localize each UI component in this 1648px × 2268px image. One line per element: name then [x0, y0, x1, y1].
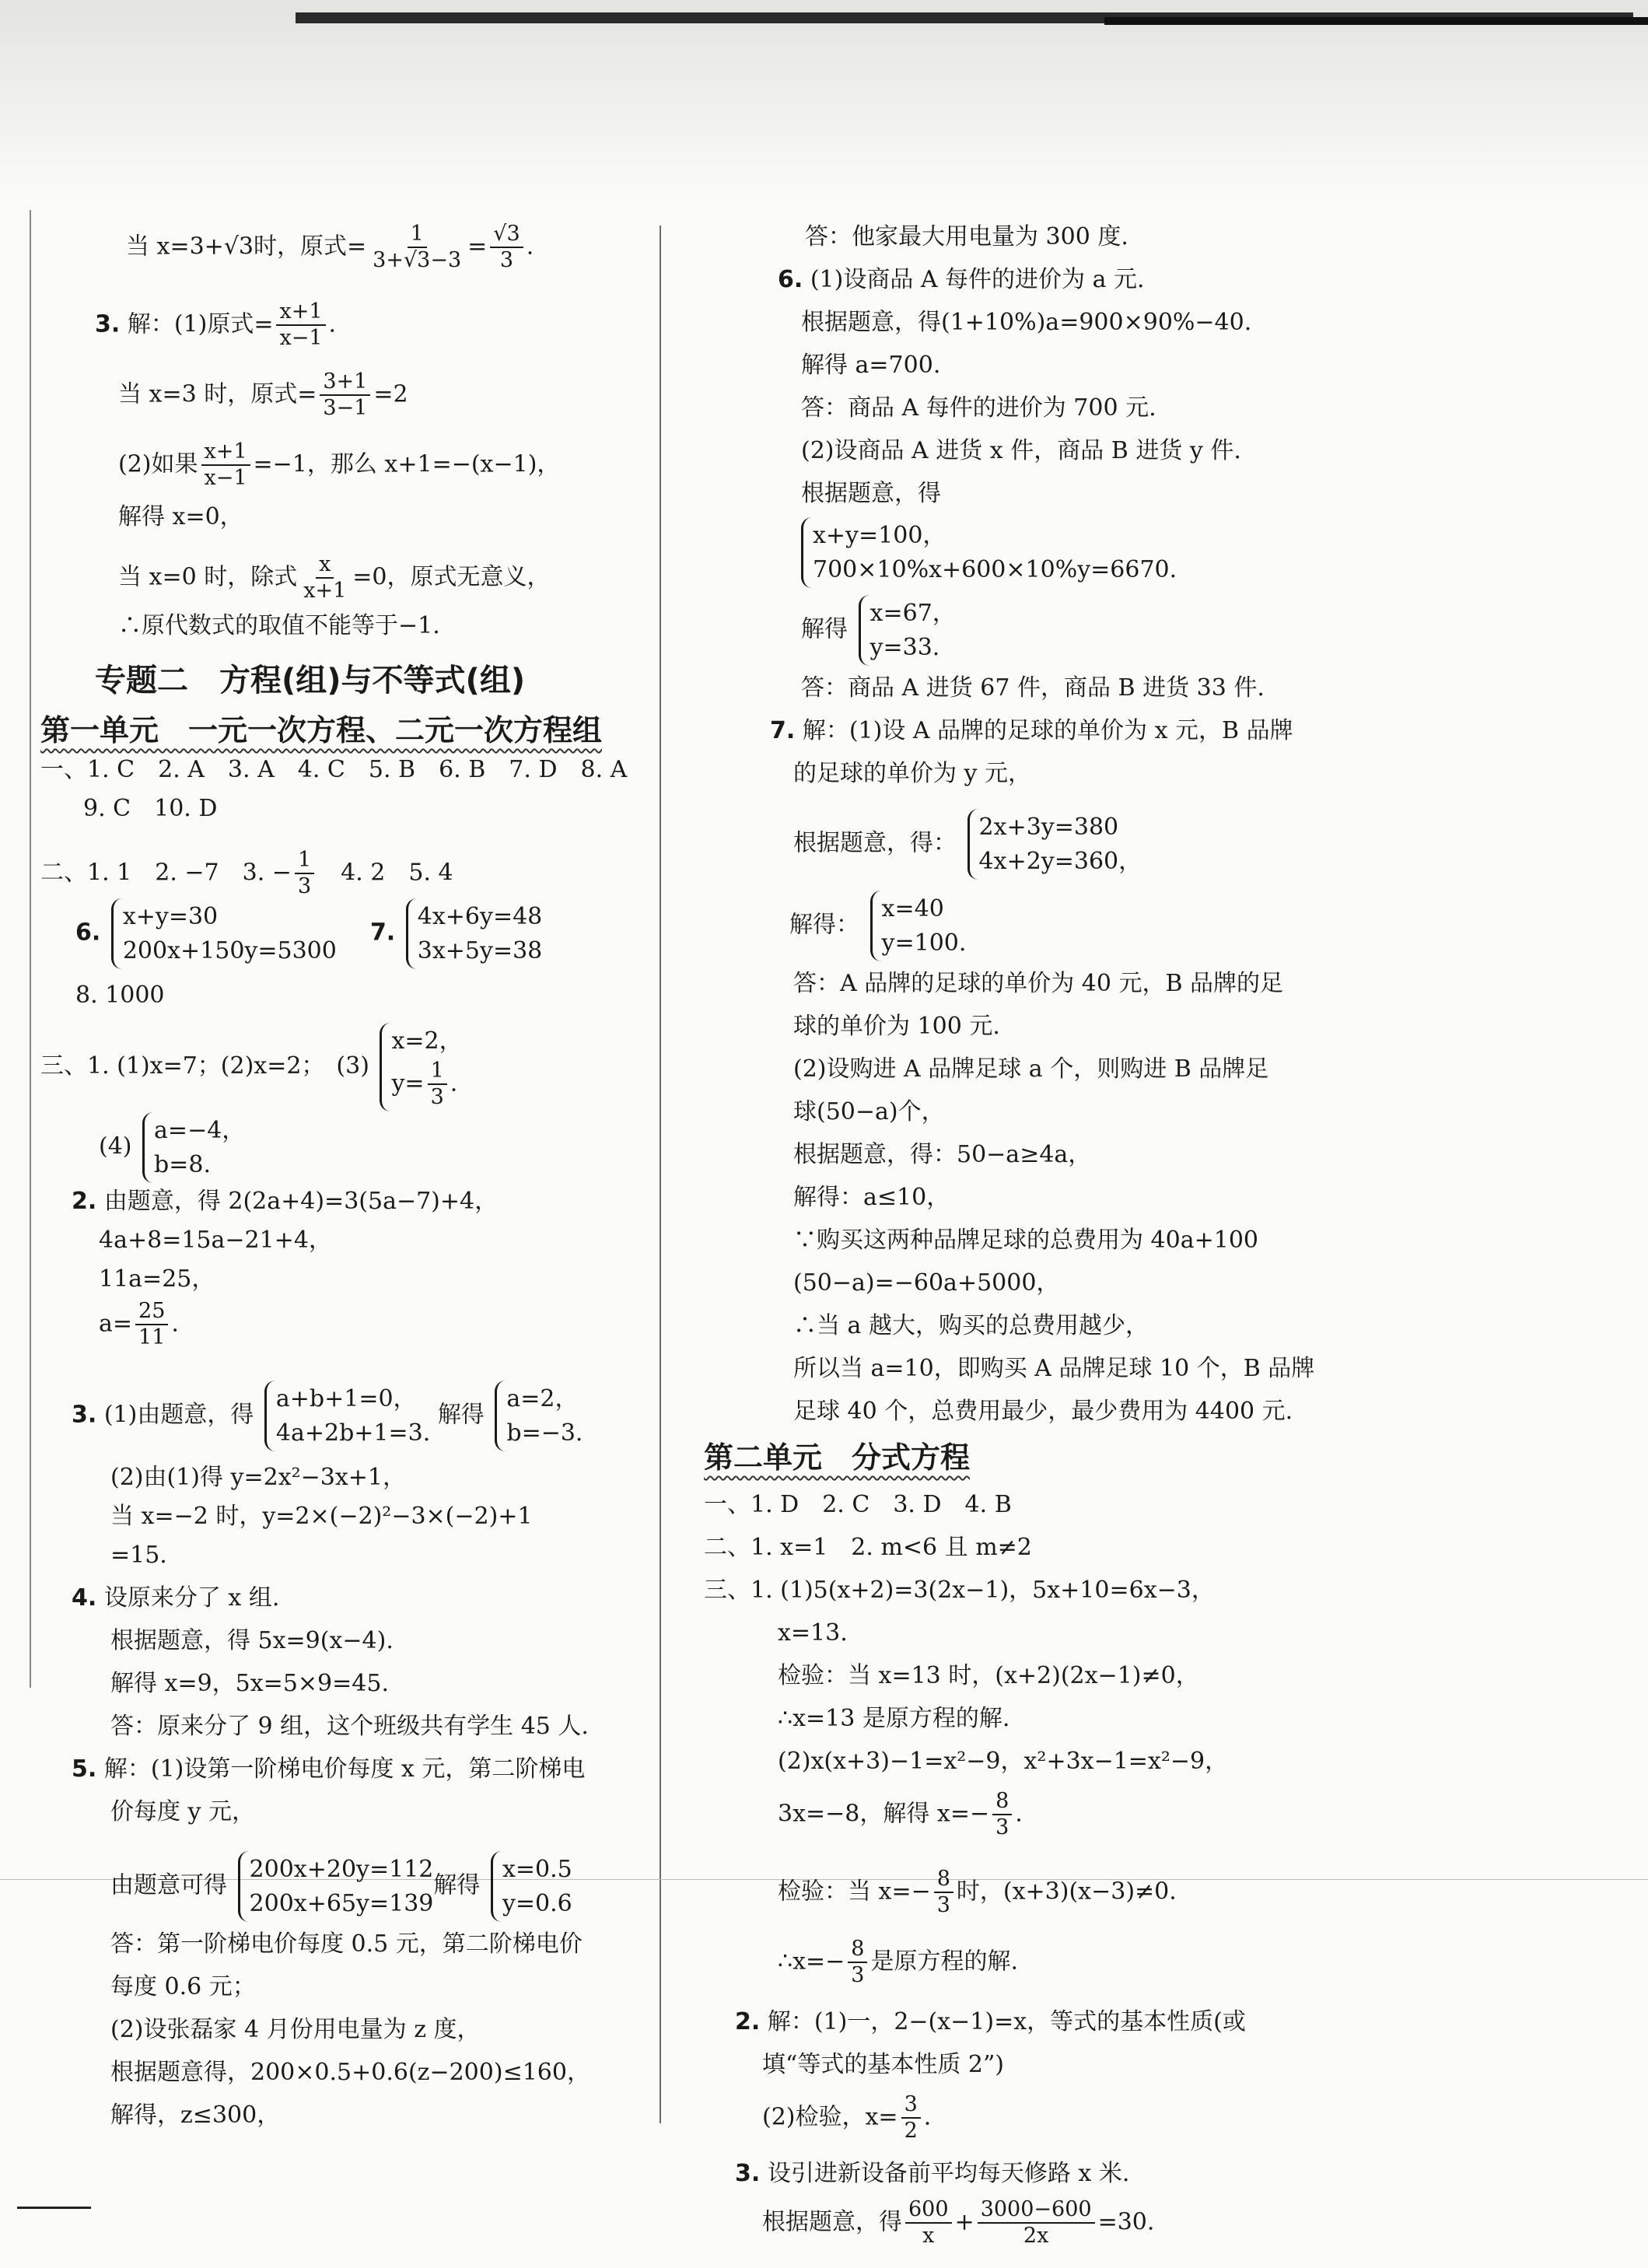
equation: x+y=30	[122, 903, 219, 930]
solution-line: (50−a)=−60a+5000，	[793, 1269, 1060, 1297]
denominator: 3	[499, 248, 514, 273]
equation: 200x+65y=139	[249, 1889, 434, 1917]
equation: x=40	[881, 895, 944, 922]
text: 是原方程的解.	[870, 1948, 1019, 1976]
equation: 2x+3y=380	[978, 814, 1119, 841]
equation: x=0.5	[502, 1856, 572, 1883]
solution-line: x=13.	[778, 1619, 848, 1647]
text: =	[467, 233, 488, 261]
denominator: 11	[138, 1325, 166, 1350]
fraction	[295, 848, 314, 900]
denominator: x−1	[204, 466, 247, 491]
equation-system	[142, 1112, 245, 1183]
numerator: 1	[408, 222, 427, 248]
text: y=	[391, 1069, 425, 1097]
question-number: 6.	[778, 266, 803, 293]
solution-line: 根据题意，得(1+10%)a=900×90%−40.	[801, 309, 1252, 336]
equation: y=100.	[881, 929, 967, 957]
scan-shadow	[0, 0, 1648, 202]
text: .	[450, 1069, 458, 1097]
equation: a+b+1=0，	[275, 1385, 417, 1412]
text: 二、1. 1 2. −7 3. −	[40, 859, 292, 887]
text: 解：(1)设 A 品牌的足球的单价为 x 元，B 品牌	[802, 717, 1293, 744]
fraction	[135, 1299, 168, 1351]
text: (2)检验，x=	[762, 2103, 898, 2131]
denominator: 3	[851, 1963, 865, 1988]
solution-line: (2)x(x+3)−1=x²−9，x²+3x−1=x²−9，	[778, 1748, 1229, 1775]
text: 根据题意，得	[762, 2208, 902, 2236]
solution-line: 根据题意，得 5x=9(x−4).	[110, 1627, 394, 1654]
solution-line	[762, 2092, 931, 2144]
text: (1)设商品 A 每件的进价为 a 元.	[810, 266, 1145, 293]
text: 4. 2 5. 4	[317, 859, 453, 887]
solution-line: 所以当 a=10，即购买 A 品牌足球 10 个，B 品牌	[793, 1355, 1315, 1382]
unit-title: 第二单元 分式方程	[704, 1440, 971, 1475]
solution-line: (2)设张磊家 4 月份用电量为 z 度，	[110, 2016, 481, 2043]
solution-line: 11a=25，	[99, 1265, 215, 1293]
numerator: 3	[901, 2092, 921, 2119]
solution-line	[789, 891, 966, 961]
text: 根据题意，得：	[793, 829, 957, 857]
solution-line: 4a+8=15a−21+4，	[99, 1227, 332, 1254]
solution-line: 答：第一阶梯电价每度 0.5 元，第二阶梯电价	[110, 1930, 583, 1958]
text: 解得	[437, 1401, 485, 1429]
text: 时，(x+3)(x−3)≠0.	[956, 1878, 1177, 1906]
numerator: 8	[848, 1937, 867, 1963]
equation: a=2，	[506, 1385, 579, 1412]
solution-line: 解得：a≤10，	[793, 1184, 950, 1211]
text: 解得	[801, 615, 848, 643]
solution-line: (2)设商品 A 进货 x 件，商品 B 进货 y 件.	[801, 437, 1241, 464]
equation: 4x+2y=360，	[978, 847, 1142, 875]
text: 解：(1)一，2−(x−1)=x，等式的基本性质(或	[767, 2008, 1246, 2035]
fill-answers: 二、1. x=1 2. m<6 且 m≠2	[704, 1534, 1032, 1561]
text: 检验：当 x=−	[778, 1878, 931, 1906]
solution-line: 解得 x=9，5x=5×9=45.	[110, 1670, 389, 1697]
denominator: 3	[995, 1815, 1009, 1840]
equation-system	[801, 517, 1177, 588]
solution-line	[801, 595, 956, 666]
text: 由题意可得	[110, 1871, 227, 1899]
equation-system	[870, 891, 967, 961]
equation-system	[111, 898, 337, 969]
equation: y=33.	[869, 633, 940, 661]
solution-line: 答：原来分了 9 组，这个班级共有学生 45 人.	[110, 1713, 589, 1740]
solution-line: 解得 a=700.	[801, 352, 941, 379]
solution-line: 根据题意得，200×0.5+0.6(z−200)≤160，	[110, 2059, 590, 2086]
question-number: 6.	[75, 919, 101, 947]
text: 解得	[433, 1871, 481, 1899]
fraction	[369, 222, 464, 274]
numerator: 1	[295, 848, 314, 874]
unit-title: 第一单元 一元一次方程、二元一次方程组	[40, 713, 603, 747]
solution-line	[72, 1190, 498, 1213]
denominator: x	[922, 2224, 935, 2249]
numerator: 3000−600	[978, 2197, 1095, 2224]
question-number: 4.	[72, 1584, 97, 1612]
solution-line: 当 x=−2 时，y=2×(−2)²−3×(−2)+1	[110, 1503, 533, 1530]
fraction	[300, 552, 349, 604]
equation: x=2，	[391, 1027, 463, 1055]
equation: 4a+2b+1=3.	[275, 1419, 431, 1447]
text: =0，原式无意义，	[352, 563, 551, 591]
fraction	[992, 1789, 1012, 1841]
fraction	[901, 2092, 921, 2144]
fraction	[978, 2197, 1095, 2249]
equation-system	[859, 595, 956, 666]
solution-line	[801, 517, 1177, 588]
q3-line: ∴原代数式的取值不能等于−1.	[118, 612, 440, 639]
solution-line	[778, 1867, 1177, 1919]
solution-line	[793, 809, 1142, 880]
text: 设引进新设备前平均每天修路 x 米.	[767, 2160, 1130, 2187]
right-column	[704, 223, 1637, 2249]
solution-line: 答：他家最大用电量为 300 度.	[805, 223, 1128, 250]
numerator: 8	[934, 1867, 953, 1893]
solution-line: 答：A 品牌的足球的单价为 40 元，B 品牌的足	[793, 970, 1284, 997]
solution-line: (2)设购进 A 品牌足球 a 个，则购进 B 品牌足	[793, 1055, 1269, 1083]
solution-line	[735, 2008, 1246, 2035]
fraction	[934, 1867, 953, 1919]
solution-line: 根据题意，得	[801, 480, 941, 507]
answer-line	[126, 222, 534, 274]
q3-line	[118, 552, 550, 604]
solution-line	[110, 1851, 572, 1922]
text: 当 x=0 时，除式	[118, 563, 298, 591]
question-number: 7.	[770, 717, 796, 744]
text: 解：(1)设第一阶梯电价每度 x 元，第二阶梯电	[103, 1755, 586, 1783]
topic-title: 专题二 方程(组)与不等式(组)	[95, 663, 526, 698]
solution-line	[72, 1755, 586, 1783]
solution-line	[735, 2162, 1129, 2186]
solution-line: 答：商品 A 每件的进价为 700 元.	[801, 394, 1156, 422]
fraction	[848, 1937, 867, 1989]
text: .	[526, 233, 534, 261]
denominator: 3	[297, 874, 312, 899]
choice-answers: 一、1. D 2. C 3. D 4. B	[704, 1491, 1012, 1518]
text: (1)由题意，得	[103, 1401, 254, 1429]
fraction	[428, 1059, 447, 1111]
q3-line: 解得 x=0，	[118, 503, 243, 530]
equation-system	[491, 1851, 572, 1922]
question-number: 2.	[735, 2008, 761, 2035]
text: .	[171, 1310, 179, 1338]
equation: x=67，	[869, 600, 956, 627]
solution-line	[778, 1789, 1023, 1841]
solution-line	[72, 1381, 583, 1451]
solution-line: 足球 40 个，总费用最少，最少费用为 4400 元.	[793, 1398, 1293, 1425]
fill-answers	[40, 848, 453, 900]
equation: 700×10%x+600×10%y=6670.	[813, 555, 1177, 583]
solution-line: 解得，z≤300，	[110, 2102, 281, 2129]
text: 当 x=3+√3时，原式=	[126, 233, 367, 261]
solution-line: 的足球的单价为 y 元，	[793, 760, 1032, 787]
solution-line: ∵购买这两种品牌足球的总费用为 40a+100	[793, 1227, 1258, 1254]
text: 解得：	[789, 911, 859, 939]
fill-answers: 8. 1000	[75, 982, 165, 1009]
q3-line	[95, 299, 336, 352]
solution-line: ∴当 a 越大，购买的总费用越少，	[793, 1312, 1149, 1339]
text: 解：(1)原式=	[127, 310, 274, 338]
system-answer	[75, 898, 542, 969]
equation: b=−3.	[506, 1419, 583, 1447]
solution-line: (2)由(1)得 y=2x²−3x+1，	[110, 1464, 407, 1491]
q3-line	[118, 439, 560, 492]
equation-system	[238, 1851, 434, 1922]
choice-answers: 9. C 10. D	[83, 795, 218, 822]
numerator: x	[316, 552, 334, 579]
fraction	[201, 439, 250, 492]
fraction	[490, 222, 523, 274]
q3-line	[118, 369, 408, 422]
question-number: 3.	[95, 310, 121, 338]
numerator: x+1	[276, 299, 325, 326]
text: .	[1015, 1800, 1023, 1828]
equation-system	[380, 1023, 462, 1111]
equation	[391, 1059, 462, 1111]
denominator: 2x	[1023, 2224, 1049, 2249]
solution-line: 球(50−a)个，	[793, 1098, 945, 1125]
equation: b=8.	[154, 1150, 212, 1178]
numerator: 1	[428, 1059, 447, 1085]
equation: 200x+150y=5300	[122, 936, 337, 964]
column-divider	[660, 226, 661, 2123]
text: a=	[99, 1310, 133, 1338]
solution-line	[99, 1299, 179, 1351]
text: 由题意，得 2(2a+4)=3(5a−7)+4，	[103, 1188, 499, 1215]
question-number: 3.	[72, 1401, 97, 1429]
text: 当 x=3 时，原式=	[118, 380, 317, 408]
text: +	[954, 2208, 974, 2236]
solution-line: ∴x=13 是原方程的解.	[778, 1705, 1010, 1732]
denominator: 2	[904, 2119, 918, 2144]
numerator: 3+1	[320, 369, 370, 396]
solution-line: 每度 0.6 元；	[110, 1973, 256, 2000]
equation: 200x+20y=112	[249, 1856, 434, 1883]
text: =−1，那么 x+1=−(x−1)，	[253, 450, 561, 478]
question-number: 5.	[72, 1755, 97, 1783]
denominator: 3+√3−3	[373, 248, 462, 273]
solution-line	[762, 2197, 1154, 2249]
denominator: x+1	[303, 579, 347, 604]
footer-line	[17, 2207, 91, 2209]
top-border-bar-dark	[1104, 17, 1648, 25]
text: (2)如果	[118, 450, 198, 478]
solution-line: 检验：当 x=13 时，(x+2)(2x−1)≠0，	[778, 1662, 1199, 1689]
equation: a=−4，	[154, 1117, 246, 1144]
solution-line	[72, 1584, 280, 1612]
left-margin-rule	[30, 210, 31, 1688]
question-number: 7.	[369, 919, 396, 947]
text: (4)	[99, 1132, 132, 1160]
question-number: 2.	[72, 1188, 97, 1215]
fraction	[320, 369, 370, 422]
numerator: 600	[905, 2197, 952, 2224]
equation-system	[264, 1381, 430, 1451]
text: 三、1. (1)x=7；(2)x=2； (3)	[40, 1052, 369, 1080]
text: =2	[373, 380, 408, 408]
solution-line: =15.	[110, 1542, 167, 1569]
text: 3x=−8，解得 x=−	[778, 1800, 990, 1828]
equation: x+y=100，	[813, 522, 946, 549]
numerator: √3	[490, 222, 523, 248]
text: 设原来分了 x 组.	[103, 1584, 280, 1612]
solution-line: 答：商品 A 进货 67 件，商品 B 进货 33 件.	[801, 674, 1265, 702]
equation-system	[967, 809, 1142, 880]
text: ∴x=−	[778, 1948, 845, 1976]
solution-line	[778, 268, 1145, 292]
equation-system	[495, 1381, 583, 1451]
solution-line: 价每度 y 元，	[110, 1798, 256, 1825]
solution-line: 根据题意，得：50−a≥4a，	[793, 1141, 1092, 1168]
denominator: x−1	[279, 326, 323, 351]
left-column	[40, 222, 655, 2166]
denominator: 3	[430, 1084, 444, 1109]
solution-line	[40, 1023, 463, 1111]
text: =30.	[1097, 2208, 1155, 2236]
solution-line: 填“等式的基本性质 2”)	[762, 2051, 1005, 2078]
solution-line	[770, 719, 1293, 743]
equation: 3x+5y=38	[417, 936, 543, 964]
equation: 4x+6y=48	[417, 903, 543, 930]
solution-line	[778, 1937, 1018, 1989]
text: .	[328, 310, 337, 338]
solution-line	[99, 1112, 245, 1183]
question-number: 3.	[735, 2160, 761, 2187]
solution-line: 三、1. (1)5(x+2)=3(2x−1)，5x+10=6x−3，	[704, 1577, 1215, 1604]
equation-system	[406, 898, 543, 969]
choice-answers: 一、1. C 2. A 3. A 4. C 5. B 6. B 7. D 8. A	[40, 756, 628, 783]
denominator: 3	[936, 1893, 950, 1918]
numerator: x+1	[201, 439, 250, 466]
equation: y=0.6	[502, 1889, 572, 1917]
numerator: 8	[992, 1789, 1012, 1815]
denominator: 3−1	[323, 396, 368, 421]
text: .	[923, 2103, 932, 2131]
fraction	[905, 2197, 952, 2249]
numerator: 25	[135, 1299, 168, 1325]
fraction	[276, 299, 325, 352]
solution-line: 球的单价为 100 元.	[793, 1013, 1000, 1040]
